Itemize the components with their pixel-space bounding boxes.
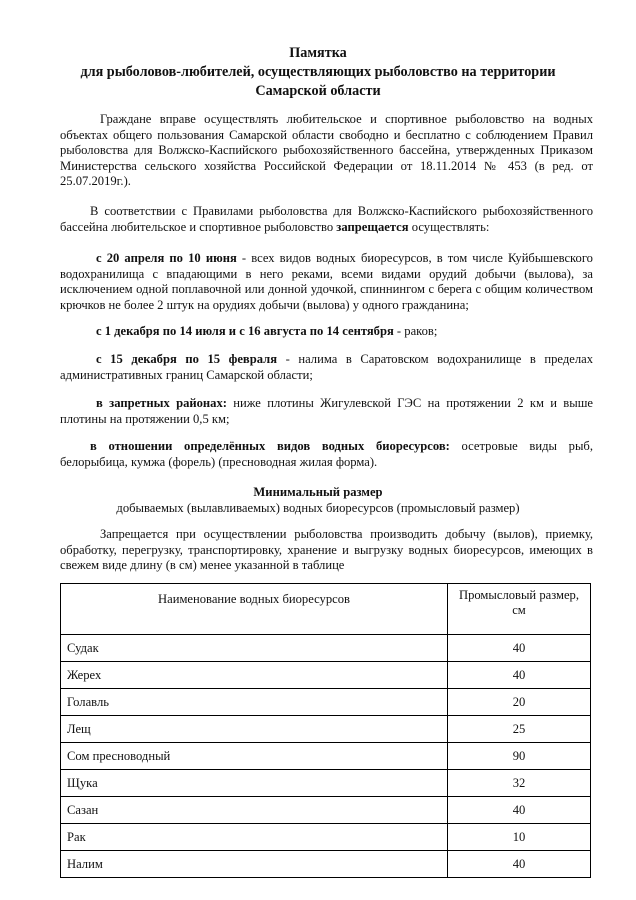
species-name: Голавль xyxy=(61,689,448,716)
ban-period: с 15 декабря по 15 февраля xyxy=(96,352,278,366)
species-size: 10 xyxy=(448,824,591,851)
species-name: Рак xyxy=(61,824,448,851)
species-name: Лещ xyxy=(61,716,448,743)
rules-intro-text: В соответствии с Правилами рыболовства для Волжско-Каспийского рыбохозяйственного бассейна любительское и спортивное рыболовство xyxy=(60,204,593,234)
intro-paragraph: Граждане вправе осуществлять любительское и спортивное рыболовство на водных объектах общего пользования Самарской области свободно и бесплатно с соблюдением Правил рыболовства для Волжско-Каспийского рыбохозяйственного бассейна, утвержденных Приказом Министерства сельского хозяйства Российской Федерации от 18.11.2014 № 453 (в ред. от 25.07.2019г.). xyxy=(60,112,593,189)
title-line-1: Памятка xyxy=(289,45,347,61)
species-size: 90 xyxy=(448,743,591,770)
ban-paragraph-4 xyxy=(60,396,593,427)
ban-text: осетровые виды рыб, белорыбица, кумжа (форель) (пресноводная жилая форма). xyxy=(60,439,593,469)
ban-paragraph-3 xyxy=(60,352,593,383)
table-row xyxy=(61,770,591,797)
ban-text: - раков; xyxy=(393,324,438,338)
species-name: Судак xyxy=(61,635,448,662)
ban-period: с 20 апреля по 10 июня xyxy=(96,251,237,265)
rules-intro-paragraph xyxy=(60,204,593,235)
table-row xyxy=(61,635,591,662)
ban-text: - налима в Саратовском водохранилище в пределах административных границ Самарской области; xyxy=(60,352,593,382)
species-size: 40 xyxy=(448,662,591,689)
rules-intro-bold: запрещается xyxy=(336,219,409,234)
document-title xyxy=(40,44,596,101)
size-subheading: добываемых (вылавливаемых) водных биоресурсов (промысловый размер) xyxy=(116,501,520,515)
table-row xyxy=(61,662,591,689)
table-row xyxy=(61,716,591,743)
ban-species: в отношении определённых видов водных биоресурсов: xyxy=(90,439,450,453)
species-name: Жерех xyxy=(61,662,448,689)
species-name: Щука xyxy=(61,770,448,797)
species-size: 32 xyxy=(448,770,591,797)
table-row xyxy=(61,743,591,770)
ban-period: с 1 декабря по 14 июля и с 16 августа по 14 сентября xyxy=(96,324,394,338)
size-heading: Минимальный размер xyxy=(253,485,383,499)
title-line-2: для рыболовов-любителей, осуществляющих рыболовство на территории xyxy=(80,64,556,80)
species-name: Налим xyxy=(61,851,448,878)
table-header-row xyxy=(61,584,591,635)
table-row xyxy=(61,824,591,851)
size-paragraph: Запрещается при осуществлении рыболовства производить добычу (вылов), приемку, обработку, перегрузку, транспортировку, хранение и выгрузку водных биоресурсов, имеющих в свежем виде длину (в см) менее указанной в таблице xyxy=(60,527,593,573)
ban-zone: в запретных районах: xyxy=(96,396,227,410)
species-size: 20 xyxy=(448,689,591,716)
ban-text: - всех видов водных биоресурсов, в том числе Куйбышевского водохранилища с впадающими в него реками, всеми видами орудий добычи (вылова), за исключением одной поплавочной или донной удочкой, спиннингом с берега с общим количеством крючков не более 2 штук на орудиях добычи (вылова) у одного гражданина; xyxy=(60,251,593,312)
size-table xyxy=(60,583,591,878)
species-name: Сазан xyxy=(61,797,448,824)
ban-text: ниже плотины Жигулевской ГЭС на протяжении 2 км и выше плотины на протяжении 0,5 км; xyxy=(60,396,593,426)
species-name: Сом пресноводный xyxy=(61,743,448,770)
table-row xyxy=(61,851,591,878)
rules-intro-tail: осуществлять: xyxy=(408,219,490,234)
ban-paragraph-1 xyxy=(60,251,593,313)
table-row xyxy=(61,689,591,716)
species-size: 25 xyxy=(448,716,591,743)
species-size: 40 xyxy=(448,797,591,824)
column-header-size: Промысловый размер, см xyxy=(448,584,591,635)
ban-paragraph-5 xyxy=(60,439,593,470)
title-line-3: Самарской области xyxy=(255,83,381,99)
column-header-name: Наименование водных биоресурсов xyxy=(61,584,448,635)
species-size: 40 xyxy=(448,635,591,662)
ban-paragraph-2 xyxy=(60,324,593,340)
species-size: 40 xyxy=(448,851,591,878)
table-row xyxy=(61,797,591,824)
